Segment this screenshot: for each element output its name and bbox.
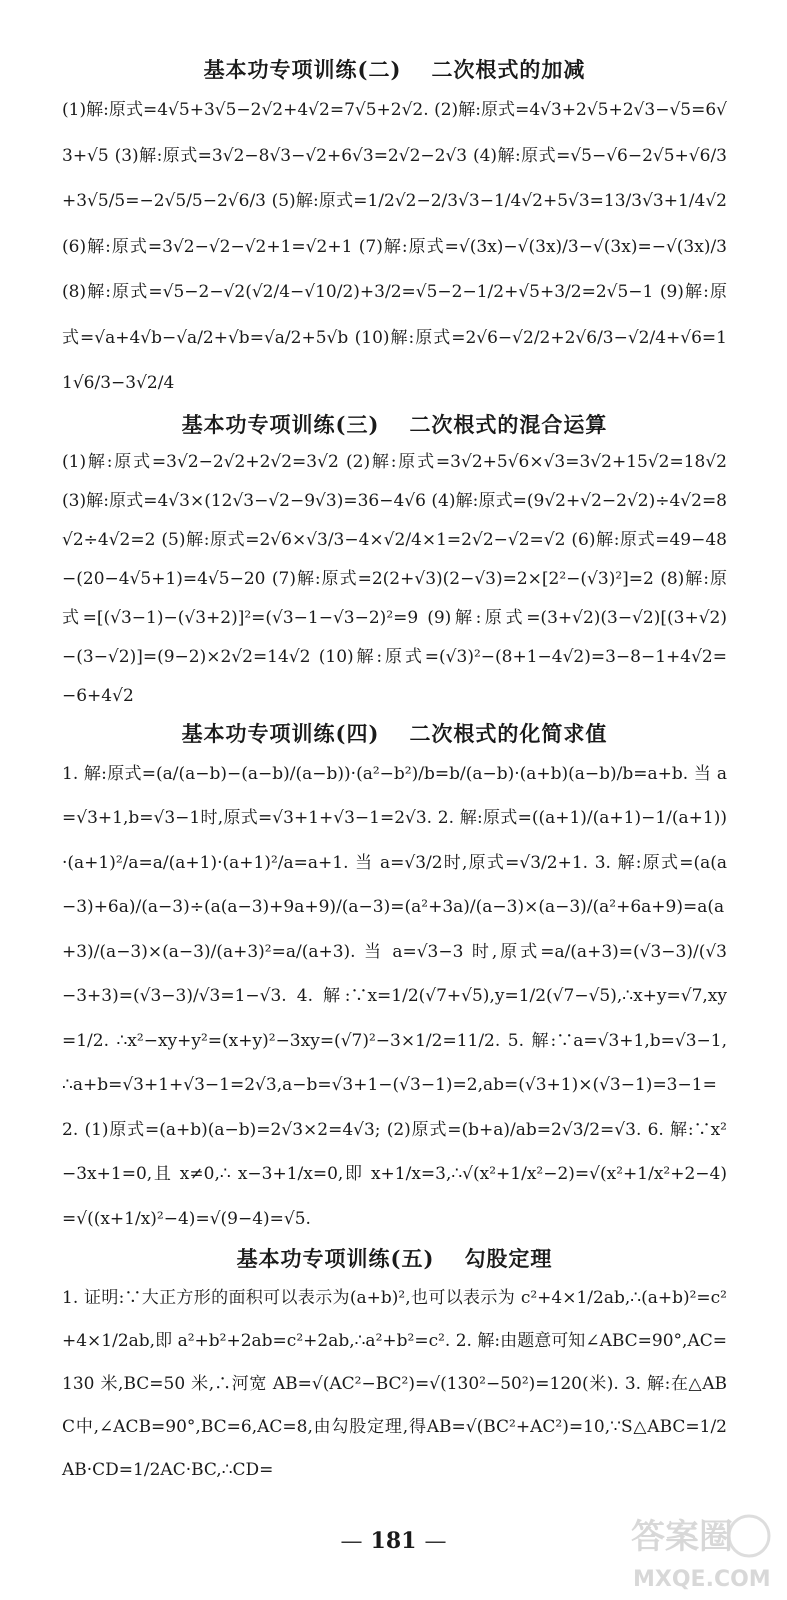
section-title	[62, 1241, 727, 1277]
section-subheading: 二次根式的混合运算	[409, 411, 608, 437]
section-radical-simplify-evaluate	[62, 716, 727, 1242]
section-heading: 基本功专项训练(三)	[181, 411, 380, 437]
watermark-text-bottom: MXQE.COM	[633, 1567, 771, 1592]
section-subheading: 勾股定理	[464, 1246, 553, 1271]
section-answer-text: 1. 证明:∵大正方形的面积可以表示为(a+b)²,也可以表示为 c²+4×1/2ab,∴(a+b)²=c²+4×1/2ab,即 a²+b²+2ab=c²+2ab,∴a²+b²=c². 2. 解:由题意可知∠ABC=90°,AC=130 米,BC=50 米,∴河宽 AB=√(AC²−BC²)=√(130²−50²)=120(米). 3. 解:在△ABC中,∠ACB=90°,BC=6,AC=8,由勾股定理,得AB=√(BC²+AC²)=10,∵S△ABC=1/2AB·CD=1/2AC·BC,∴CD=	[62, 1288, 727, 1480]
section-title	[62, 407, 727, 443]
section-title	[62, 52, 727, 88]
section-answer-text: 1. 解:原式=(a/(a−b)−(a−b)/(a−b))·(a²−b²)/b=b/(a−b)·(a+b)(a−b)/b=a+b. 当 a=√3+1,b=√3−1时,原式=√3+1+√3−1=2√3. 2. 解:原式=((a+1)/(a+1)−1/(a+1))·(a+1)²/a=a/(a+1)·(a+1)²/a=a+1. 当 a=√3/2时,原式=√3/2+1. 3. 解:原式=(a(a−3)+6a)/(a−3)÷(a(a−3)+9a+9)/(a−3)=(a²+3a)/(a−3)×(a−3)/(a²+6a+9)=a(a+3)/(a−3)×(a−3)/(a+3)²=a/(a+3). 当 a=√3−3 时,原式=a/(a+3)=(√3−3)/(√3−3+3)=(√3−3)/√3=1−√3. 4. 解:∵x=1/2(√7+√5),y=1/2(√7−√5),∴x+y=√7,xy=1/2. ∴x²−xy+y²=(x+y)²−3xy=(√7)²−3×1/2=11/2. 5. 解:∵a=√3+1,b=√3−1,∴a+b=√3+1+√3−1=2√3,a−b=√3+1−(√3−1)=2,ab=(√3+1)×(√3−1)=3−1=2. (1)原式=(a+b)(a−b)=2√3×2=4√3; (2)原式=(b+a)/ab=2√3/2=√3. 6. 解:∵x²−3x+1=0,且 x≠0,∴ x−3+1/x=0,即 x+1/x=3,∴√(x²+1/x²−2)=√(x²+1/x²+2−4)=√((x+1/x)²−4)=√(9−4)=√5.	[62, 763, 727, 1229]
page-number: 181	[370, 1528, 417, 1554]
watermark-text-top: 答案圈	[631, 1517, 733, 1557]
section-heading: 基本功专项训练(二)	[203, 57, 402, 82]
page-footer	[0, 1528, 787, 1554]
section-heading: 基本功专项训练(五)	[236, 1246, 435, 1271]
footer-dash-right: —	[424, 1529, 447, 1554]
section-subheading: 二次根式的加减	[431, 57, 586, 82]
section-radical-mixed-operations	[62, 407, 727, 716]
section-title	[62, 716, 727, 752]
section-answer-text: (1)解:原式=3√2−2√2+2√2=3√2 (2)解:原式=3√2+5√6×√3=3√2+15√2=18√2 (3)解:原式=4√3×(12√3−√2−9√3)=36−4√6 (4)解:原式=(9√2+√2−2√2)÷4√2=8√2÷4√2=2 (5)解:原式=2√6×√3/3−4×√2/4×1=2√2−√2=√2 (6)解:原式=49−48−(20−4√5+1)=4√5−20 (7)解:原式=2(2+√3)(2−√3)=2×[2²−(√3)²]=2 (8)解:原式=[(√3−1)−(√3+2)]²=(√3−1−√3−2)²=9 (9)解:原式=(3+√2)(3−√2)[(3+√2)−(3−√2)]=(9−2)×2√2=14√2 (10)解:原式=(√3)²−(8+1−4√2)=3−8−1+4√2=−6+4√2	[62, 451, 727, 706]
section-subheading: 二次根式的化简求值	[409, 720, 608, 746]
section-heading: 基本功专项训练(四)	[181, 720, 380, 746]
section-answer-text: (1)解:原式=4√5+3√5−2√2+4√2=7√5+2√2. (2)解:原式=4√3+2√5+2√3−√5=6√3+√5 (3)解:原式=3√2−8√3−√2+6√3=2√2−2√3 (4)解:原式=√5−√6−2√5+√6/3+3√5/5=−2√5/5−2√6/3 (5)解:原式=1/2√2−2/3√3−1/4√2+5√3=13/3√3+1/4√2 (6)解:原式=3√2−√2−√2+1=√2+1 (7)解:原式=√(3x)−√(3x)/3−√(3x)=−√(3x)/3 (8)解:原式=√5−2−√2(√2/4−√10/2)+3/2=√5−2−1/2+√5+3/2=2√5−1 (9)解:原式=√a+4√b−√a/2+√b=√a/2+5√b (10)解:原式=2√6−√2/2+2√6/3−√2/4+√6=11√6/3−3√2/4	[62, 100, 727, 393]
section-pythagorean-theorem	[62, 1241, 727, 1492]
footer-dash-left: —	[340, 1529, 363, 1554]
section-radical-addition	[62, 52, 727, 407]
